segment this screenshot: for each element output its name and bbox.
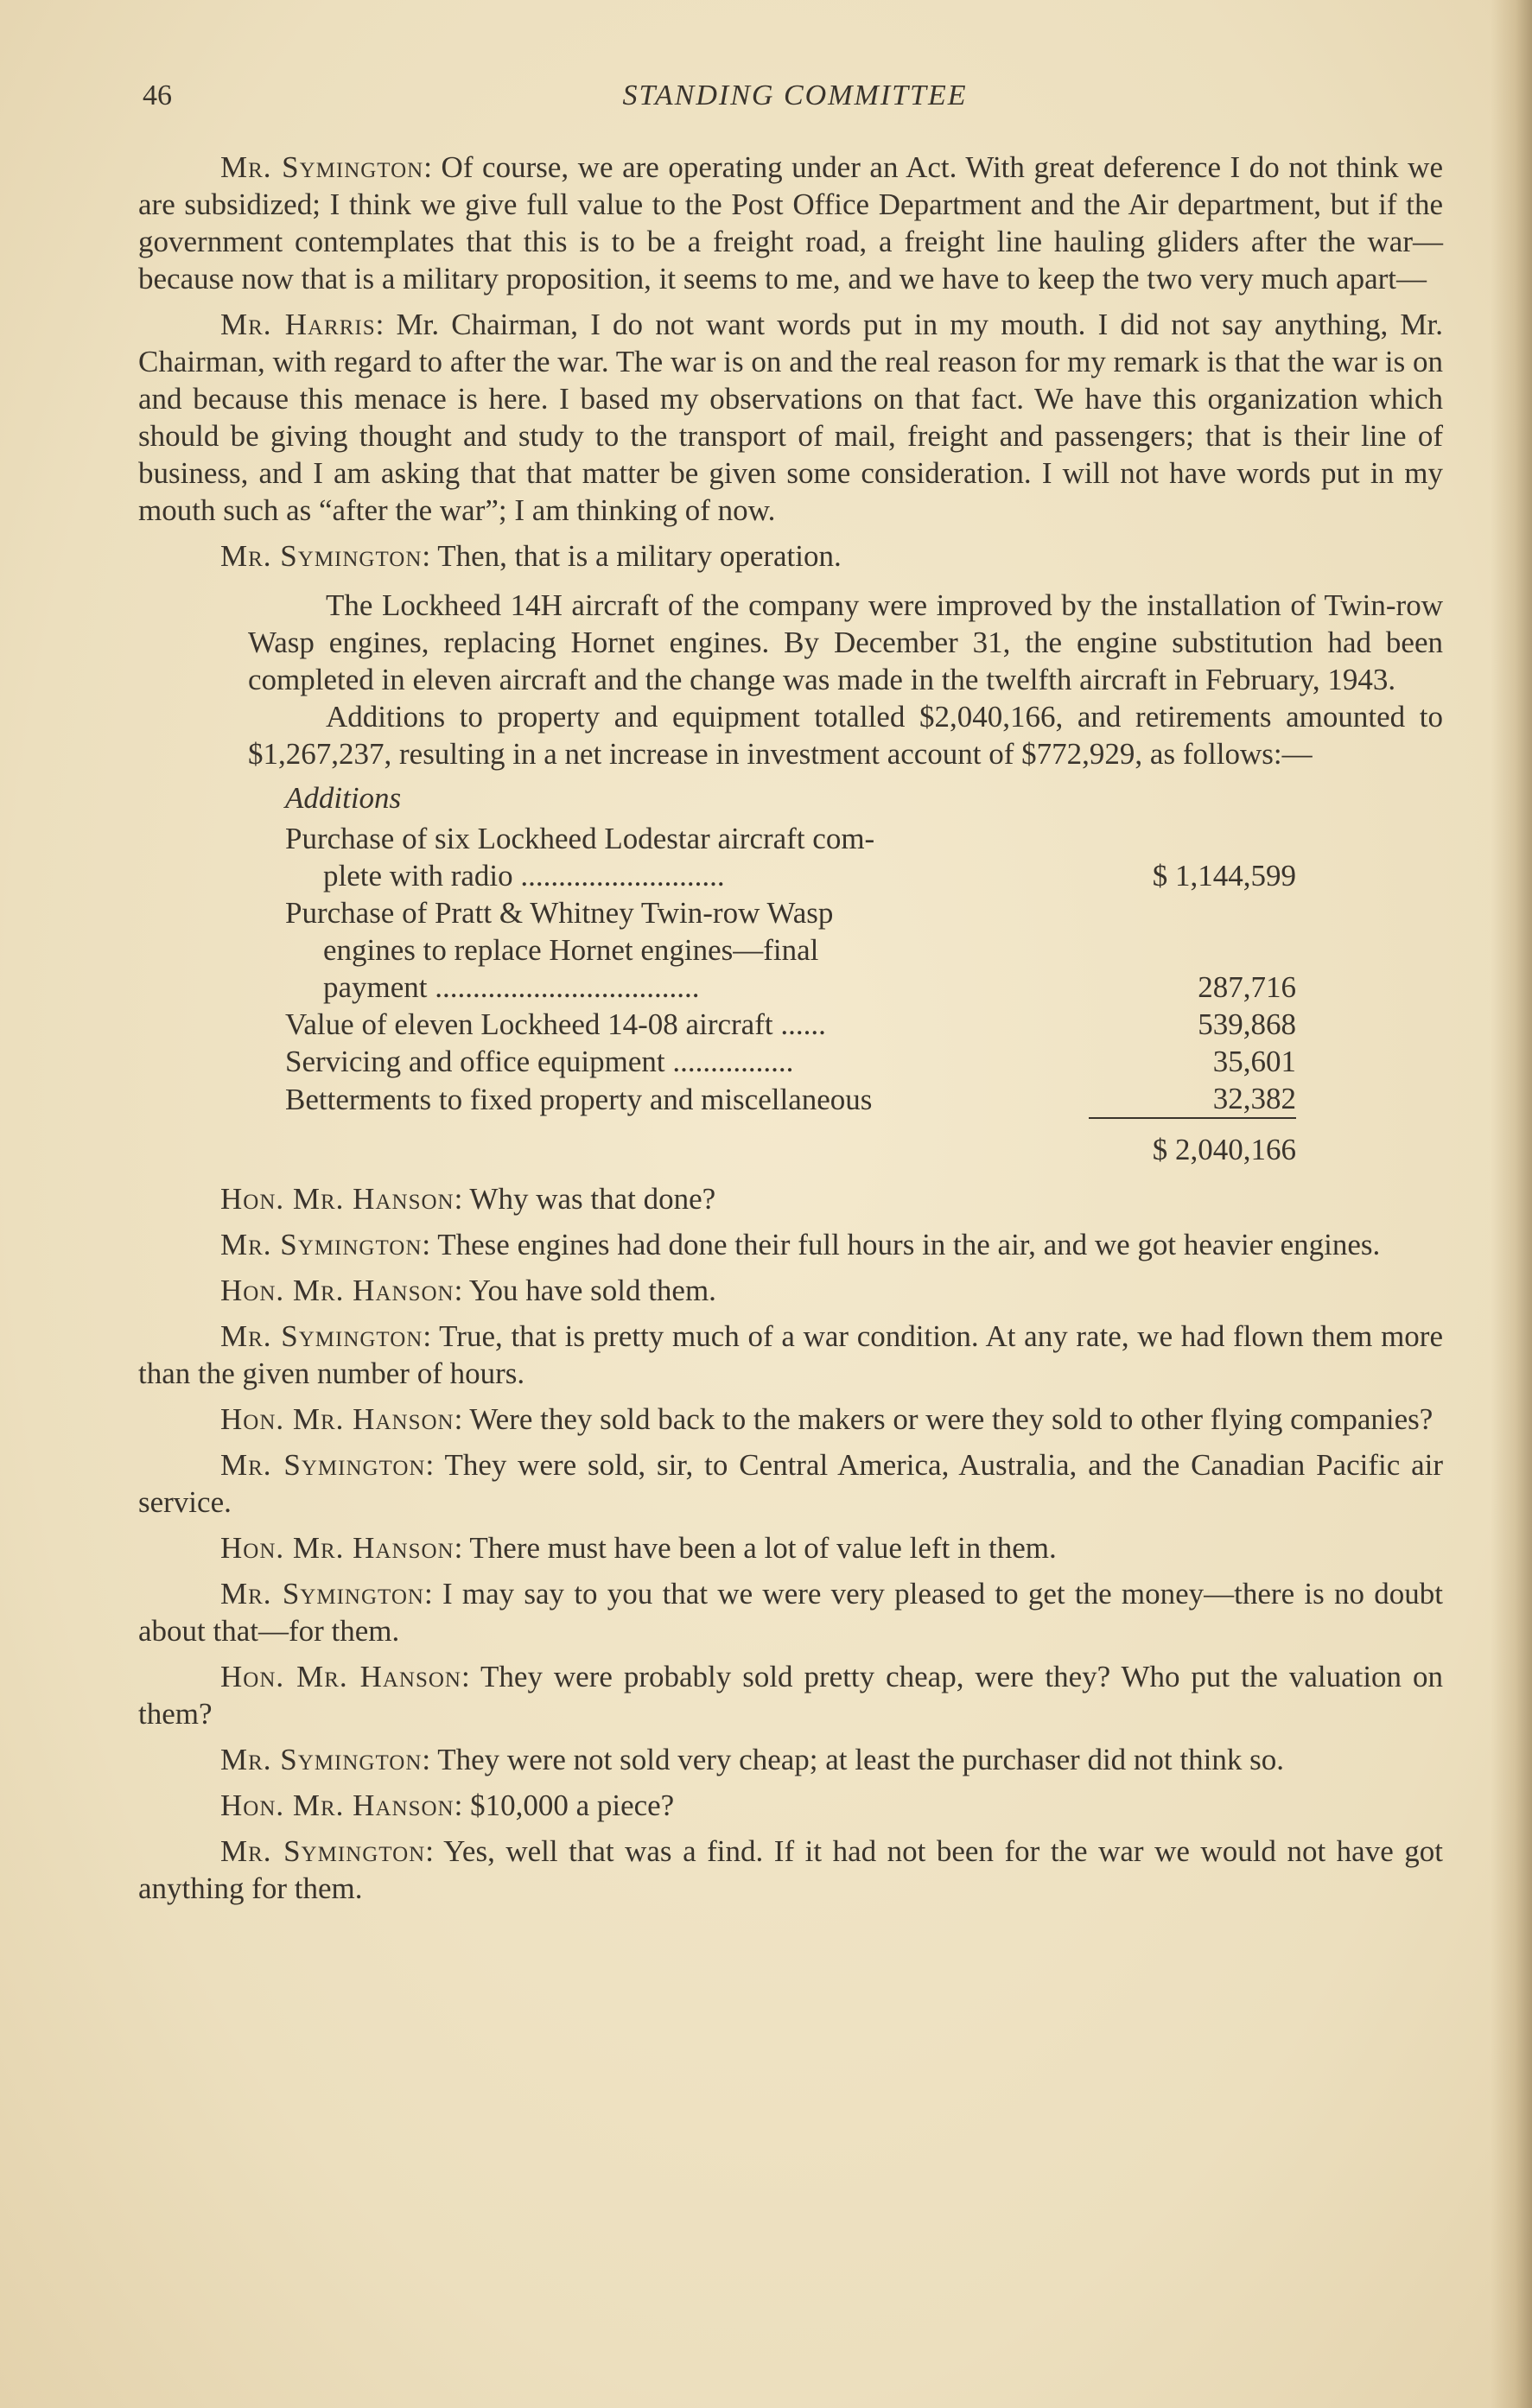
page-edge-shadow [1491, 0, 1532, 2408]
total-row [285, 1118, 1296, 1168]
page-number: 46 [143, 79, 172, 111]
transcript-paragraph: Hon. Mr. Hanson: $10,000 a piece? [220, 1789, 675, 1822]
table-row [285, 1043, 1296, 1080]
transcript-paragraph: Hon. Mr. Hanson: Were they sold back to the makers or were they sold to other flying companies? [220, 1402, 1433, 1436]
running-title: STANDING COMMITTEE [622, 79, 968, 111]
speech-text: True, that is pretty much of a war condition. At any rate, we had flown them more than the given number of hours. [138, 1319, 1443, 1390]
transcript-paragraph: Hon. Mr. Hanson: Why was that done? [220, 1182, 716, 1216]
transcript-paragraph: Mr. Symington: They were not sold very cheap; at least the purchaser did not think so. [220, 1743, 1284, 1776]
speaker-name: Mr. Harris [220, 308, 376, 341]
speech-text: You have sold them. [468, 1274, 716, 1307]
transcript-paragraph: Mr. Symington: They were sold, sir, to Central America, Australia, and the Canadian Pacific air service. [138, 1448, 1444, 1519]
speaker-name: Hon. Mr. Hanson [220, 1274, 455, 1307]
speech-text: Yes, well that was a find. If it had not been for the war we would not have got anything for them. [138, 1834, 1443, 1905]
speaker-name: Mr. Symington [220, 1577, 424, 1611]
speech-text: Of course, we are operating under an Act. With great deference I do not think we are subsidized; I think we give full value to the Post Office Department and the Air department, but if the government contemplates that this is to be a freight road, a freight line hauling gliders after the war—because now that is a military proposition, it seems to me, and we have to keep the two very much apart— [138, 150, 1443, 295]
speech-text: They were sold, sir, to Central America, Australia, and the Canadian Pacific air service. [138, 1448, 1444, 1519]
speech-text: $10,000 a piece? [470, 1789, 675, 1822]
table-row [285, 1080, 1296, 1118]
transcript-paragraph: Hon. Mr. Hanson: There must have been a lot of value left in them. [220, 1531, 1057, 1565]
speaker-name: Hon. Mr. Hanson [220, 1660, 461, 1693]
transcript-paragraph: Mr. Symington: True, that is pretty much of a war condition. At any rate, we had flown them more than the given number of hours. [138, 1319, 1443, 1390]
additions-heading: Additions [285, 781, 402, 815]
item-amount: 539,868 [1198, 1007, 1296, 1041]
item-description: Servicing and office equipment ................ [285, 1045, 794, 1078]
item-amount: 287,716 [1198, 970, 1296, 1004]
transcript-paragraph: Mr. Symington: I may say to you that we were very pleased to get the money—there is no doubt about that—for them. [138, 1577, 1444, 1648]
quoted-report [138, 587, 1443, 772]
speech-text: Then, that is a military operation. [437, 539, 842, 573]
transcript-body [138, 149, 1443, 1916]
item-description: Betterments to fixed property and miscellaneous [285, 1083, 873, 1116]
speech-text: Why was that done? [469, 1182, 716, 1216]
speaker-name: Mr. Symington [220, 1834, 426, 1868]
speaker-name: Hon. Mr. Hanson [220, 1789, 455, 1822]
page-header [143, 79, 1447, 123]
speaker-name: Mr. Symington [220, 1319, 423, 1353]
table-row [285, 820, 1296, 894]
speaker-name: Mr. Symington [220, 150, 424, 184]
speech-text: Were they sold back to the makers or were they sold to other flying companies? [469, 1402, 1433, 1436]
item-description: Purchase of Pratt & Whitney Twin-row Wasp engines to replace Hornet engines—final payment ................................... [285, 896, 834, 1004]
total-amount: $ 2,040,166 [1089, 1118, 1296, 1168]
transcript-paragraph: Mr. Symington: Yes, well that was a find. If it had not been for the war we would not have got anything for them. [138, 1834, 1443, 1905]
item-amount: 32,382 [1212, 1082, 1296, 1115]
speech-text: They were not sold very cheap; at least the purchaser did not think so. [437, 1743, 1284, 1776]
item-amount: 35,601 [1212, 1045, 1296, 1078]
item-amount: $ 1,144,599 [1152, 859, 1296, 893]
speaker-name: Mr. Symington [220, 1448, 426, 1482]
speaker-name: Hon. Mr. Hanson [220, 1182, 455, 1216]
table-row [285, 1006, 1296, 1043]
transcript-paragraph: Mr. Symington: Then, that is a military operation. [220, 539, 842, 573]
speech-text: They were probably sold pretty cheap, were they? Who put the valuation on them? [138, 1660, 1444, 1731]
additions-table [285, 820, 1296, 1168]
speech-text: These engines had done their full hours in the air, and we got heavier engines. [437, 1228, 1381, 1261]
speaker-name: Mr. Symington [220, 539, 423, 573]
transcript-paragraph: Hon. Mr. Hanson: You have sold them. [220, 1274, 716, 1307]
transcript-paragraph: Mr. Symington: These engines had done their full hours in the air, and we got heavier engines. [220, 1228, 1381, 1261]
speech-text: Mr. Chairman, I do not want words put in my mouth. I did not say anything, Mr. Chairman, with regard to after the war. The war is on and the real reason for my remark is that the war is on and because this menace is here. I based my observations on that fact. We have this organization which should be giving thought and study to the transport of mail, freight and passengers; that is their line of business, and I am asking that that matter be given some consideration. I will not have words put in my mouth such as “after the war”; I am thinking of now. [138, 308, 1443, 527]
item-description: Value of eleven Lockheed 14-08 aircraft ...... [285, 1007, 826, 1041]
speaker-name: Hon. Mr. Hanson [220, 1531, 455, 1565]
transcript-paragraph: Hon. Mr. Hanson: They were probably sold pretty cheap, were they? Who put the valuation on them? [138, 1660, 1444, 1731]
transcript-paragraph: Mr. Symington: Of course, we are operating under an Act. With great deference I do not think we are subsidized; I think we give full value to the Post Office Department and the Air department, but if the government contemplates that this is to be a freight road, a freight line hauling gliders after the war—because now that is a military proposition, it seems to me, and we have to keep the two very much apart— [138, 150, 1443, 295]
transcript-paragraph: Mr. Harris: Mr. Chairman, I do not want words put in my mouth. I did not say anything, Mr. Chairman, with regard to after the war. The war is on and the real reason for my remark is that the war is on and because this menace is here. I based my observations on that fact. We have this organization which should be giving thought and study to the transport of mail, freight and passengers; that is their line of business, and I am asking that that matter be given some consideration. I will not have words put in my mouth such as “after the war”; I am thinking of now. [138, 308, 1443, 527]
table-row [285, 894, 1296, 1006]
quote-paragraph: The Lockheed 14H aircraft of the company were improved by the installation of Twin-row Wasp engines, replacing Hornet engines. By December 31, the engine substitution had been completed in eleven aircraft and the change was made in the twelfth aircraft in February, 1943. [248, 588, 1443, 696]
quote-paragraph: Additions to property and equipment totalled $2,040,166, and retirements amounted to $1,267,237, resulting in a net increase in investment account of $772,929, as follows:— [248, 700, 1443, 771]
item-description: Purchase of six Lockheed Lodestar aircraft com- plete with radio ........................... [285, 822, 875, 893]
speaker-name: Hon. Mr. Hanson [220, 1402, 455, 1436]
speech-text: There must have been a lot of value left in them. [469, 1531, 1057, 1565]
speaker-name: Mr. Symington [220, 1228, 423, 1261]
speech-text: I may say to you that we were very pleased to get the money—there is no doubt about that—for them. [138, 1577, 1444, 1648]
speaker-name: Mr. Symington [220, 1743, 423, 1776]
